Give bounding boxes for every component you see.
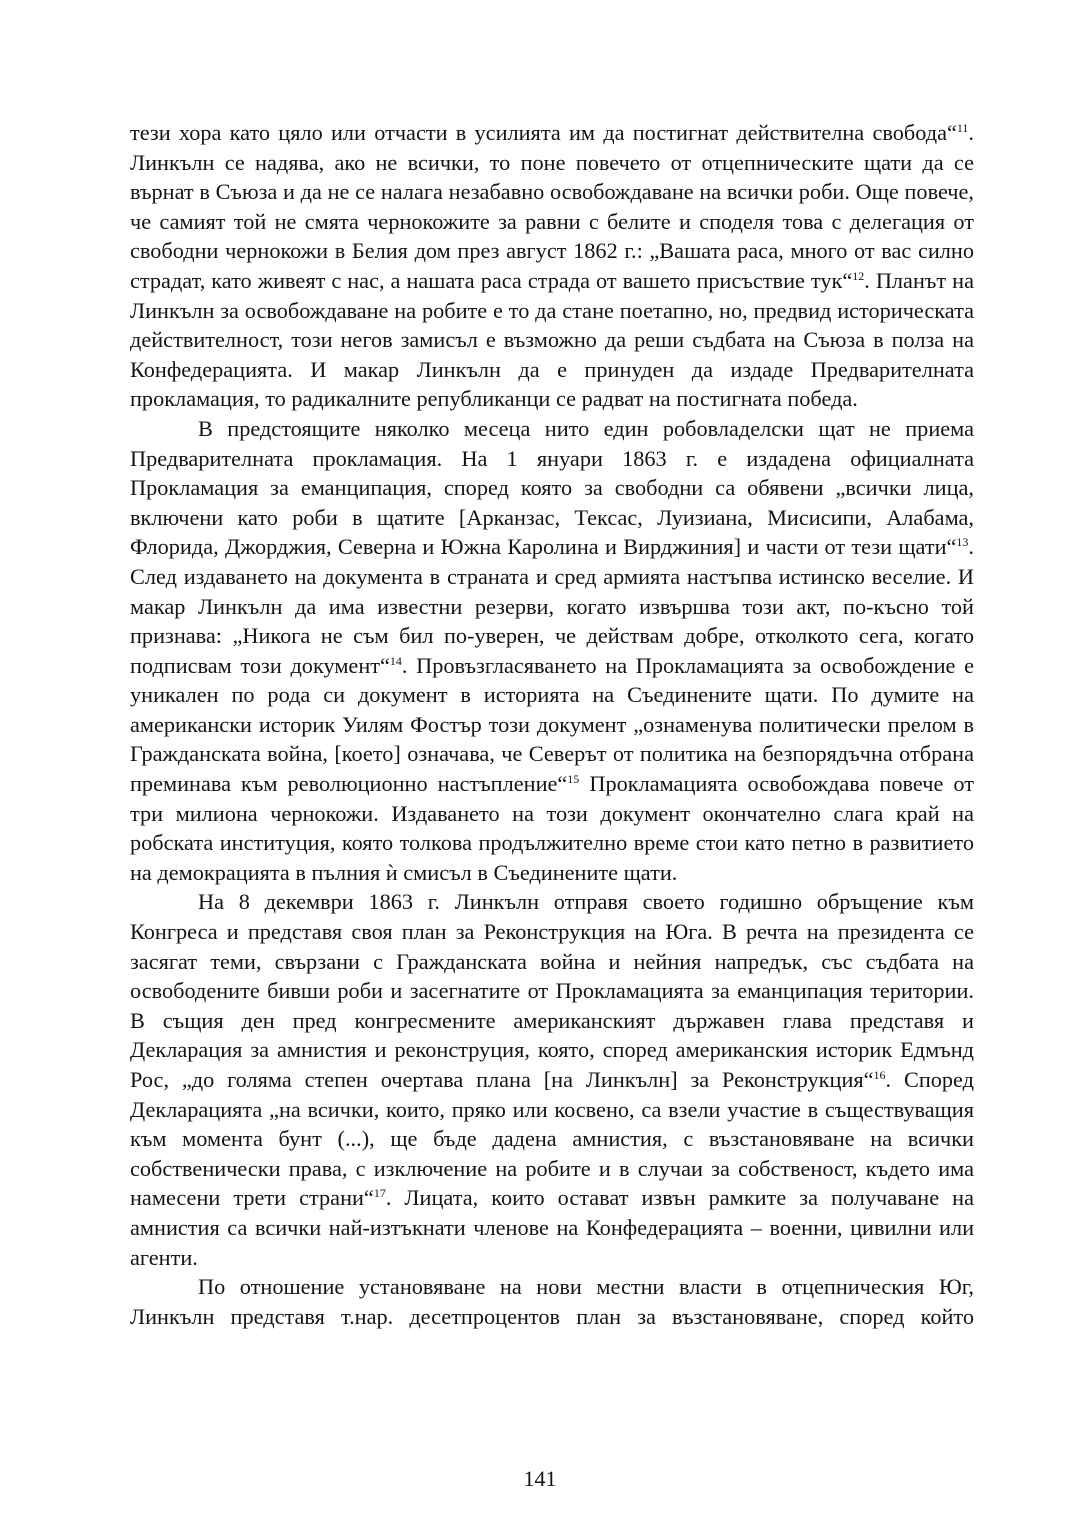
footnote-ref: 14	[389, 653, 402, 668]
paragraph	[130, 414, 974, 888]
paragraph	[130, 118, 974, 414]
text-run: Прокламацията освобождава повече от три милиона чернокожи. Издаването на този документ окончателно слага край на робската институция, която толкова продължително време стои като петно в развитието на демокрацията в пълния ѝ смисъл в Съединените щати.	[130, 771, 974, 885]
text-run: По отношение установяване на нови местни власти в отцепническия Юг, Линкълн представя т.нар. десетпроцентов план за възстановяване, според който	[130, 1274, 974, 1329]
footnote-ref: 11	[956, 121, 969, 135]
text-run: . След издаването на документа в страната и сред армията настъпва истинско веселие. И макар Линкълн да има известни резерви, когато извършва този акт, по-късно той признава: „Никога не съм бил по-уверен, че действам добре, отколкото сега, когато подписвам този документ“	[130, 534, 974, 678]
footnote-ref: 16	[873, 1068, 886, 1082]
footnote-ref: 15	[567, 772, 580, 787]
text-run: На 8 декември 1863 г. Линкълн отправя своето годишно обръщение към Конгреса и представя своя план за Реконструкция на Юга. В речта на президента се засягат теми, свързани с Гражданската война и нейния напредък, със съдбата на освободените бивши роби и засегнатите от Прокламацията за еманципация територии. В същия ден пред конгресмените американският държавен глава представя и Декларация за амнистия и реконструция, която, според американския историк Едмънд Рос, „до голяма степен очертава плана [на Линкълн] за Реконструкция“	[130, 889, 974, 1092]
text-run: . Провъзгласяването на Прокламацията за освобождение е уникален по рода си документ в историята на Съединените щати. По думите на американски историк Уилям Фостър този документ „ознаменува политически прелом в Гражданската война, [което] означава, че Северът от политика на безпорядъчна отбрана преминава към революционно настъпление“	[130, 652, 974, 797]
text-run: . Лицата, които остават извън рамките за получаване на амнистия са всички най-изтъкнати членове на Конфедерацията – военни, цивилни или агенти.	[130, 1185, 974, 1270]
text-run: . Планът на Линкълн за освобождаване на робите е то да стане поетапно, но, предвид историческата действителност, този негов замисъл е възможно да реши съдбата на Съюза в полза на Конфедерацията. И макар Линкълн да е принуден да издаде Предварителната прокламация, то радикалните републиканци се радват на постигната победа.	[130, 267, 974, 412]
text-run: В предстоящите няколко месеца нито един робовладелски щат не приема Предварителната прокламация. На 1 януари 1863 г. е издадена официалната Прокламация за еманципация, според която за свободни са обявени „всички лица, включени като роби в щатите [Арканзас, Тексас, Луизиана, Мисисипи, Алабама, Флорида, Джорджия, Северна и Южна Каролина и Вирджиния] и части от тези щати“	[130, 415, 974, 560]
footnote-ref: 13	[956, 535, 969, 550]
text-run: . Според Декларацията „на всички, които, пряко или косвено, са взели участие в съществуващия към момента бунт (...), ще бъде дадена амнистия, с възстановяване на всички собственически права, с изключение на робите и в случаи за собственост, където има намесени трети страни“	[130, 1067, 974, 1211]
footnote-ref: 12	[852, 268, 865, 283]
paragraph	[130, 887, 974, 1272]
text-run: тези хора като цяло или отчасти в усилията им да постигнат действителна свобода“	[130, 120, 957, 145]
text-run: . Линкълн се надява, ако не всички, то поне повечето от отцепническите щати да се върнат в Съюза и да не се налага незабавно освобождаване на всички роби. Още повече, че самият той не смята чернокожите за равни с белите и споделя това с делегация от свободни чернокожи в Белия дом през август 1862 г.: „Вашата раса, много от вас силно страдат, като живеят с нас, а нашата раса страда от вашето присъствие тук“	[130, 120, 974, 293]
document-body	[130, 118, 974, 1331]
paragraph	[130, 1272, 974, 1331]
page-number: 141	[523, 1466, 557, 1491]
footnote-ref: 17	[373, 1186, 386, 1201]
